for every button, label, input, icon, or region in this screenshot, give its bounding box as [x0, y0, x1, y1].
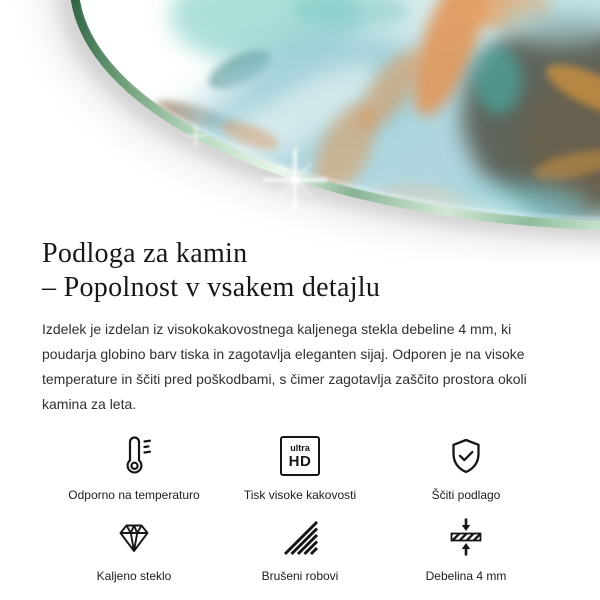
feature-grid	[51, 432, 549, 583]
thickness-icon	[446, 513, 486, 557]
feature-label: Debelina 4 mm	[425, 569, 507, 583]
feature-label: Brušeni robovi	[261, 569, 339, 583]
ultra-hd-badge-top: ultra	[290, 442, 310, 453]
diamond-icon	[114, 513, 154, 557]
glass-panel-image	[0, 0, 600, 262]
beveled-edges-icon	[280, 513, 320, 557]
product-description: Izdelek je izdelan iz visokokakovostnega kaljenega stekla debeline 4 mm, ki poudarja globino barv tiska in zagotavlja eleganten sijaj. Odporen je na visoke temperature in ščiti pred poškodbami, s čimer zagotavlja zaščito prostora okoli kamina za leta.	[42, 321, 527, 412]
title-line-1: Podloga za kamin	[42, 238, 248, 269]
feature-label: Odporno na temperaturo	[68, 488, 200, 502]
product-description-section	[0, 235, 600, 583]
ultra-hd-icon	[280, 432, 320, 476]
page-title	[42, 237, 558, 305]
feature-protection	[383, 432, 549, 502]
feature-polished-edges	[217, 513, 383, 583]
feature-label: Tisk visoke kakovosti	[243, 488, 357, 502]
feature-thickness	[383, 513, 549, 583]
shield-check-icon	[446, 432, 486, 476]
feature-label: Ščiti podlago	[431, 488, 501, 502]
title-line-2: – Popolnost v vsakem detajlu	[42, 272, 381, 303]
feature-print-quality	[217, 432, 383, 502]
feature-label: Kaljeno steklo	[96, 569, 172, 583]
ultra-hd-badge-bottom: HD	[288, 452, 312, 470]
feature-tempered-glass	[51, 513, 217, 583]
thermometer-icon	[114, 432, 154, 476]
feature-temperature	[51, 432, 217, 502]
product-hero	[0, 0, 600, 235]
